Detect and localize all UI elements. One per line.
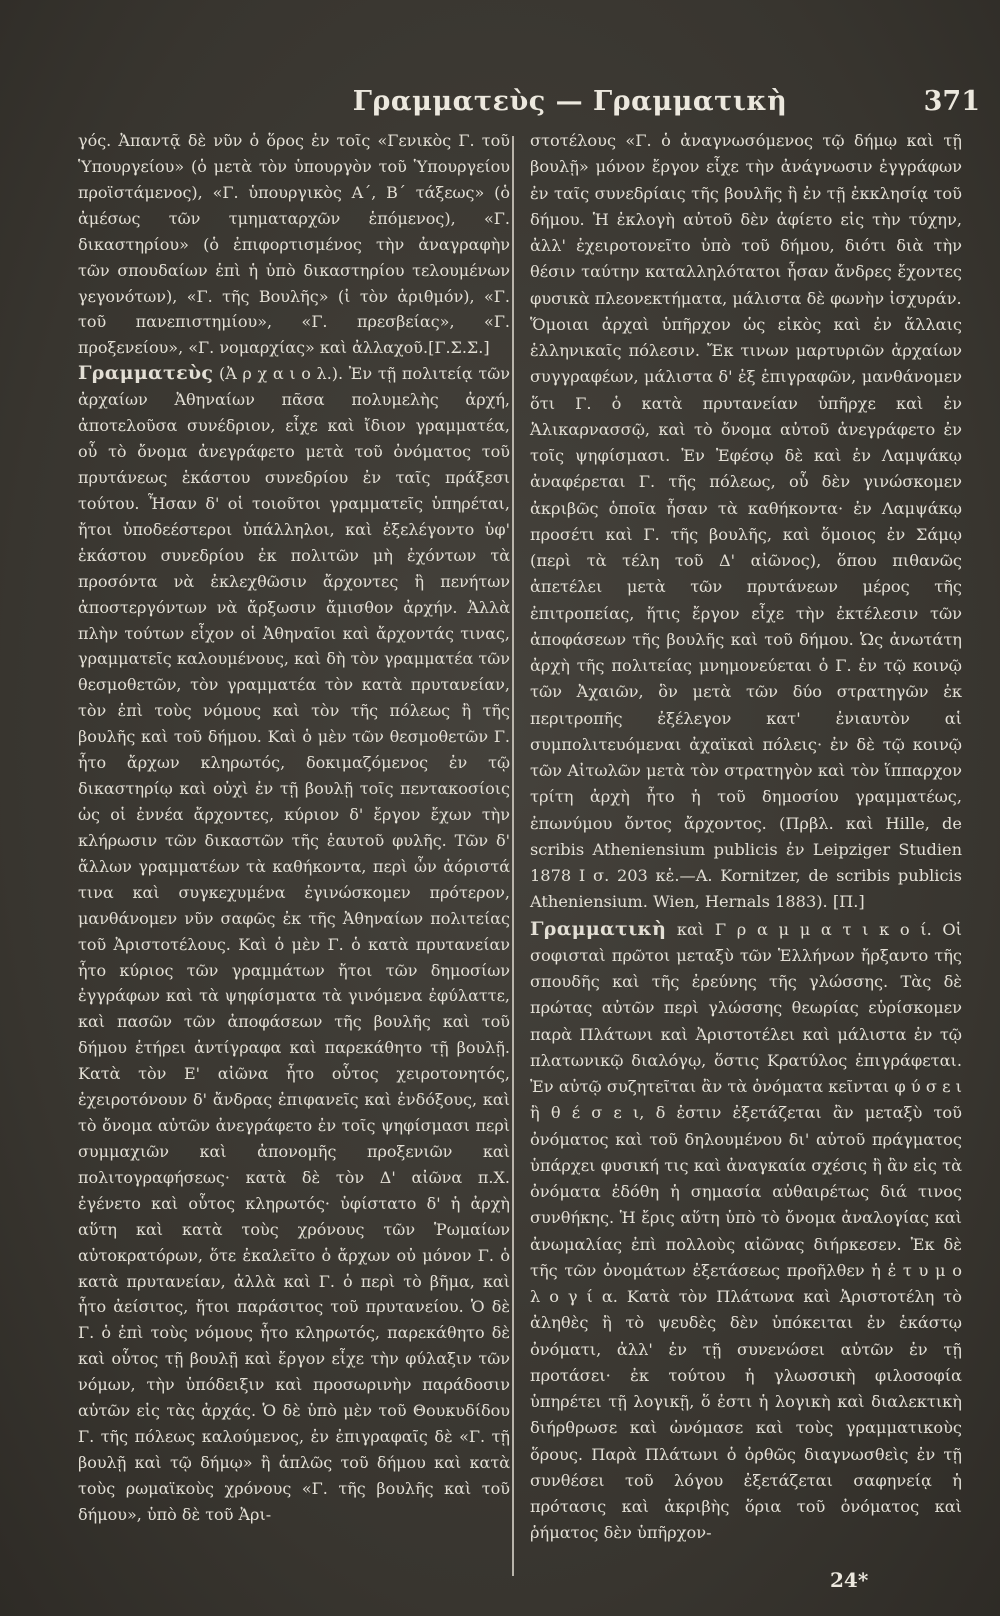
signature-mark: 24* [830, 1568, 869, 1592]
paragraph-text: στοτέλους «Γ. ὁ ἀναγνωσόμενος τῷ δήμῳ καὶ τῇ βουλῇ» μόνον ἔργον εἶχε τὴν ἀνάγνωσιν ἐγγράφων ἐν ταῖς συνεδρίαις τῆς βουλῆς ἢ ἐν τῇ ἐκκλησίᾳ τοῦ δήμου. Ἡ ἐκλογὴ αὐτοῦ δὲν ἀφίετο εἰς τὴν τύχην, ἀλλ' ἐχειροτονεῖτο ὑπὸ τοῦ δήμου, διότι διὰ τὴν θέσιν ταύτην καταλληλότατοι ἦσαν ἄνδρες ἔχοντες φυσικὰ πλεονεκτήματα, μάλιστα δὲ φωνὴν ἰσχυράν. [530, 131, 962, 308]
paragraph [530, 128, 962, 312]
running-head: Γραμματεὺς — Γραμματικὴ [352, 86, 788, 117]
paragraph-text: καὶ Γ ρ α μ μ α τ ι κ ο ί. Οἱ σοφισταὶ πρῶτοι μεταξὺ τῶν Ἑλλήνων ἤρξαντο τῆς σπουδῆς καὶ τῆς ἐρεύνης τῆς γλώσσης. Τὰς δὲ πρώτας αὐτῶν περὶ γλώσσης θεωρίας εὑρίσκομεν παρὰ Πλάτωνι καὶ Ἀριστοτέλει καὶ μάλιστα ἐν τῷ πλατωνικῷ διαλόγῳ, ὅστις Κρατύλος ἐπιγράφεται. Ἐν αὐτῷ συζητεῖται ἂν τὰ ὀνόματα κεῖνται φ ύ σ ε ι ἢ θ έ σ ε ι, δ ἐστιν ἐξετάζεται ἂν μεταξὺ τοῦ ὀνόματος καὶ τοῦ δηλουμένου δι' αὐτοῦ πράγματος ὑπάρχει φυσική τις καὶ ἀναγκαία σχέσις ἢ ἂν εἰς τὰ ὀνόματα ἐδόθη ἡ σημασία αὐθαιρέτως διά τινος συνθήκης. Ἡ ἔρις αὕτη ὑπὸ τὸ ὄνομα ἀναλογίας καὶ ἀνωμαλίας ἐπὶ πολλοὺς αἰῶνας διήρκεσεν. Ἐκ δὲ τῆς τῶν ὀνομάτων ἐξετάσεως προῆλθεν ἡ ἐ τ υ μ ο λ ο γ ί α. Κατὰ τὸν Πλάτωνα καὶ Ἀριστοτέλη τὸ ἀληθὲς ἢ τὸ ψευδὲς δὲν ὑπόκειται ἐν ἑκάστῳ ὀνόματι, ἀλλ' ἐν τῇ συνενώσει αὐτῶν ἐν τῇ προτάσει· ἐκ τούτου ἡ γλωσσικὴ φιλοσοφία ὑπηρέτει τῇ λογικῇ, ὅ ἐστι ἡ λογικὴ καὶ διαλεκτικὴ διήρθρωσε καὶ ὠνόμασε καὶ τοὺς γραμματικοὺς ὅρους. Παρὰ Πλάτωνι ὁ ὀρθῶς διαγνωσθεὶς ἐν τῇ συνθέσει τοῦ λόγου ἐξετάζεται σαφηνείᾳ ἡ πρότασις καὶ ἀκριβὴς ὅρια τοῦ ὀνόματος καὶ ῥήματος δὲν ὑπῆρχον- [530, 919, 962, 1543]
entry-headword: Γραμματεὺς [78, 362, 214, 385]
paragraph [78, 128, 510, 361]
entry-headword: Γραμματικὴ [530, 917, 667, 940]
page-header [70, 86, 980, 126]
left-column [78, 128, 510, 1528]
right-column [530, 128, 962, 1547]
column-divider [512, 136, 514, 1576]
paragraph-text: (Ἀ ρ χ α ι ο λ.). Ἐν τῇ πολιτείᾳ τῶν ἀρχαίων Ἀθηναίων πᾶσα πολυμελὴς ἀρχή, ἀποτελοῦσα συνέδριον, εἶχε καὶ ἴδιον γραμματέα, οὗ τὸ ὄνομα ἀνεγράφετο μετὰ τοῦ ὀνόματος τοῦ πρυτάνεως ἑκάστου συνεδρίου ἐν ταῖς πράξεσι τούτου. Ἦσαν δ' οἱ τοιοῦτοι γραμματεῖς ὑπηρέται, ἤτοι ὑποδεέστεροι ὑπάλληλοι, καὶ ἐξελέγοντο ὑφ' ἑκάστου συνεδρίου ἐκ πολιτῶν μὴ ἐχόντων τὰ προσόντα νὰ ἐκλεχθῶσιν ἄρχοντες ἢ πενήτων ἀποστεργόντων νὰ ἄρξωσιν ἄμισθον ἀρχήν. Ἀλλὰ πλὴν τούτων εἶχον οἱ Ἀθηναῖοι καὶ ἄρχοντάς τινας, γραμματεῖς καλουμένους, καὶ δὴ τὸν γραμματέα τῶν θεσμοθετῶν, τὸν γραμματέα τὸν κατὰ πρυτανείαν, τὸν ἐπὶ τοὺς νόμους καὶ τὸν τῆς πόλεως ἢ τῆς βουλῆς καὶ τοῦ δήμου. Καὶ ὁ μὲν τῶν θεσμοθετῶν Γ. ἦτο ἄρχων κληρωτός, δοκιμαζόμενος ἐν τῷ δικαστηρίῳ καὶ οὐχὶ ἐν τῇ βουλῇ τοῖς πεντακοσίοις ὡς οἱ ἐννέα ἄρχοντες, κύριον δ' ἔργον ἔχων τὴν κλήρωσιν τῶν δικαστῶν τῆς ἑαυτοῦ φυλῆς. Τῶν δ' ἄλλων γραμματέων τὰ καθήκοντα, περὶ ὧν ἀόριστά τινα καὶ συγκεχυμένα ἐγινώσκομεν πρότερον, μανθάνομεν νῦν σαφῶς ἐκ τῆς Ἀθηναίων πολιτείας τοῦ Ἀριστοτέλους. Καὶ ὁ μὲν Γ. ὁ κατὰ πρυτανείαν ἦτο κύριος τῶν γραμμάτων ἤτοι τῶν δημοσίων ἐγγράφων καὶ τὰ ψηφίσματα τὰ γινόμενα ἐφύλαττε, καὶ πασῶν τῶν ἀποφάσεων τῆς βουλῆς καὶ τοῦ δήμου ἐτήρει ἀντίγραφα καὶ παρεκάθητο τῇ βουλῇ. Κατὰ τὸν Ε' αἰῶνα ἦτο οὗτος χειροτονητός, ἐχειροτόνουν δ' ἄνδρας ἐπιφανεῖς καὶ ἐνδόξους, καὶ τὸ ὄνομα αὐτῶν ἀνεγράφετο ἐν τοῖς ψηφίσμασι περὶ συμμαχιῶν καὶ ἀπονομῆς προξενιῶν καὶ πολιτογραφήσεως· κατὰ δὲ τὸν Δ' αἰῶνα π.Χ. ἐγένετο καὶ οὗτος κληρωτός· ὑφίστατο δ' ἡ ἀρχὴ αὕτη καὶ κατὰ τοὺς χρόνους τῶν Ῥωμαίων αὐτοκρατόρων, ὅτε ἐκαλεῖτο ὁ ἄρχων οὐ μόνον Γ. ὁ κατὰ πρυτανείαν, ἀλλὰ καὶ Γ. ὁ περὶ τὸ βῆμα, καὶ ἦτο ἀείσιτος, ἤτοι παράσιτος τοῦ πρυτανείου. Ὁ δὲ Γ. ὁ ἐπὶ τοὺς νόμους ἦτο κληρωτός, παρεκάθητο δὲ καὶ οὗτος τῇ βουλῇ καὶ ἔργον εἶχε τὴν φύλαξιν τῶν νόμων, τὴν ὑπόδειξιν καὶ προσωρινὴν παράδοσιν αὐτῶν εἰς τὰς ἀρχάς. Ὁ δὲ ὑπὸ μὲν τοῦ Θουκυδίδου Γ. τῆς πόλεως καλούμενος, ἐν ἐπιγραφαῖς δὲ «Γ. τῇ βουλῇ καὶ τῷ δήμῳ» ἢ ἁπλῶς τοῦ δήμου καὶ κατὰ τοὺς ρωμαϊκοὺς χρόνους «Γ. τῆς βουλῆς καὶ τοῦ δήμου», ὑπὸ δὲ τοῦ Ἀρι- [78, 364, 510, 1524]
paragraph [530, 916, 962, 1547]
paragraph [78, 361, 510, 1527]
paragraph [530, 312, 962, 916]
page-number: 371 [923, 86, 980, 117]
paragraph-text: Ὅμοιαι ἀρχαὶ ὑπῆρχον ὡς εἰκὸς καὶ ἐν ἄλλαις ἑλληνικαῖς πόλεσιν. Ἔκ τινων μαρτυριῶν ἀρχαίων συγγραφέων, μάλιστα δ' ἐξ ἐπιγραφῶν, μανθάνομεν ὅτι Γ. ὁ κατὰ πρυτανείαν ὑπῆρχε καὶ ἐν Ἁλικαρνασσῷ, καὶ τὸ ὄνομα αὐτοῦ ἀνεγράφετο ἐν τοῖς ψηφίσμασι. Ἐν Ἐφέσῳ δὲ καὶ ἐν Λαμψάκῳ ἀναφέρεται Γ. τῆς πόλεως, οὗ δὲν γινώσκομεν ἀκριβῶς ὁποῖα ἦσαν τὰ καθήκοντα· ἐν Λαμψάκῳ προσέτι καὶ Γ. τῆς βουλῆς, καὶ ὅμοιος ἐν Σάμῳ (περὶ τὰ τέλη τοῦ Δ' αἰῶνος), ὅπου πιθανῶς ἀπετέλει μετὰ τῶν πρυτάνεων μέρος τῆς ἐπιτροπείας, ἥτις ἔργον εἶχε τὴν ἐκτέλεσιν τῶν ἀποφάσεων τῆς βουλῆς καὶ τοῦ δήμου. Ὡς ἀνωτάτη ἀρχὴ τῆς πολιτείας μνημονεύεται ὁ Γ. ἐν τῷ κοινῷ τῶν Ἀχαιῶν, ὃν μετὰ τῶν δύο στρατηγῶν ἐκ περιτροπῆς ἐξέλεγον κατ' ἐνιαυτὸν αἱ συμπολιτευόμεναι ἀχαϊκαὶ πόλεις· ἐν δὲ τῷ κοινῷ τῶν Αἰτωλῶν μετὰ τὸν στρατηγὸν καὶ τὸν ἵππαρχον τρίτη ἀρχὴ ἦτο ἡ τοῦ δημοσίου γραμματέως, ἐπωνύμου ὄντος ἄρχοντος. (Πρβλ. καὶ Hille, de scribis Atheniensium publicis ἐν Leipziger Studien 1878 I σ. 203 κἑ.—A. Kornitzer, de scribis publicis Atheniensium. Wien, Hernals 1883). [Π.] [530, 314, 962, 912]
paragraph-text: γός. Ἀπαντᾷ δὲ νῦν ὁ ὅρος ἐν τοῖς «Γενικὸς Γ. τοῦ Ὑπουργείου» (ὁ μετὰ τὸν ὑπουργὸν τοῦ Ὑπουργείου προϊστάμενος), «Γ. ὑπουργικὸς Α΄, Β΄ τάξεως» (ὁ ἀμέσως τῶν τμηματαρχῶν ἑπόμενος), «Γ. δικαστηρίου» (ὁ ἐπιφορτισμένος τὴν ἀναγραφὴν τῶν σπουδαίων ἐπὶ ἡ ὑπὸ δικαστηρίου τελουμένων γεγονότων), «Γ. τῆς Βουλῆς» (ἰ τὸν ἀριθμόν), «Γ. τοῦ πανεπιστημίου», «Γ. πρεσβείας», «Γ. προξενείου», «Γ. νομαρχίας» καὶ ἀλλαχοῦ.[Γ.Σ.Σ.] [78, 131, 510, 358]
